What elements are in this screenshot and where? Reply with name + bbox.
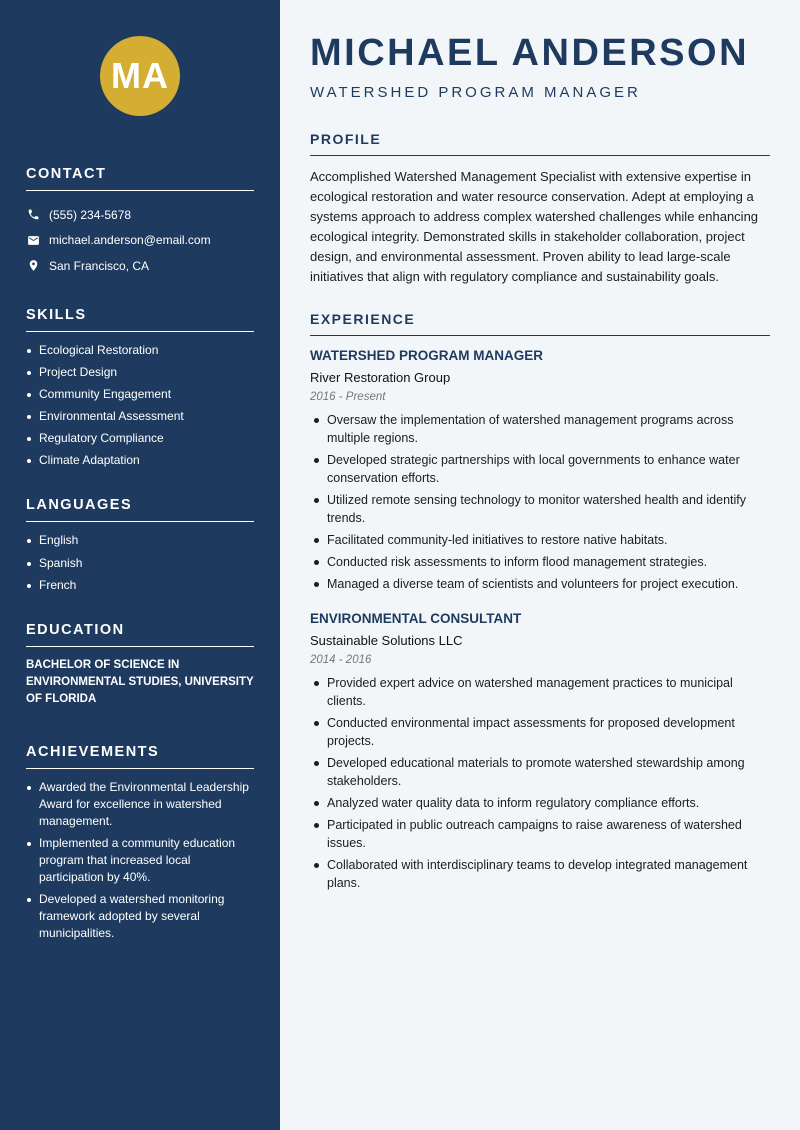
skills-list xyxy=(26,342,254,470)
skill-item: Climate Adaptation xyxy=(26,452,254,469)
languages-heading: LANGUAGES xyxy=(26,497,254,522)
duty-item: Developed strategic partnerships with local governments to enhance water conservation efforts. xyxy=(310,451,770,487)
job-company: Sustainable Solutions LLC xyxy=(310,633,463,648)
main-content xyxy=(280,0,800,1130)
skill-item: Ecological Restoration xyxy=(26,342,254,359)
education-section xyxy=(26,622,254,708)
duty-item: Provided expert advice on watershed management practices to municipal clients. xyxy=(310,674,770,710)
language-item: Spanish xyxy=(26,555,254,572)
education-heading: EDUCATION xyxy=(26,622,254,647)
job-entry xyxy=(310,611,770,892)
duty-item: Utilized remote sensing technology to monitor watershed health and identify trends. xyxy=(310,491,770,527)
achievements-list xyxy=(26,779,254,942)
languages-section xyxy=(26,497,254,593)
duty-item: Analyzed water quality data to inform regulatory compliance efforts. xyxy=(310,794,770,812)
duty-item: Participated in public outreach campaigns to raise awareness of watershed issues. xyxy=(310,816,770,852)
skills-heading: SKILLS xyxy=(26,307,254,332)
skill-item: Project Design xyxy=(26,364,254,381)
job-dates: 2016 - Present xyxy=(310,391,386,403)
contact-heading: CONTACT xyxy=(26,166,254,191)
contact-list xyxy=(26,202,254,279)
sidebar xyxy=(0,0,280,1130)
achievement-item: Implemented a community education program that increased local participation by 40%. xyxy=(26,835,254,886)
avatar-initials: MA xyxy=(111,55,169,96)
candidate-name: MICHAEL ANDERSON xyxy=(310,32,750,74)
duty-item: Managed a diverse team of scientists and volunteers for project execution. xyxy=(310,575,770,593)
phone-icon xyxy=(26,208,40,222)
location-text: San Francisco, CA xyxy=(49,258,150,273)
mail-icon xyxy=(26,233,40,247)
education-degree: BACHELOR OF SCIENCE IN ENVIRONMENTAL STUDIES, UNIVERSITY OF FLORIDA xyxy=(26,658,254,705)
achievement-item: Developed a watershed monitoring framework adopted by several municipalities. xyxy=(26,891,254,942)
skill-item: Regulatory Compliance xyxy=(26,430,254,447)
email-text: michael.anderson@email.com xyxy=(49,233,211,248)
achievements-section xyxy=(26,744,254,942)
experience-heading: EXPERIENCE xyxy=(310,311,770,336)
experience-section xyxy=(310,311,770,892)
contact-location xyxy=(26,253,254,279)
contact-email xyxy=(26,228,254,254)
achievements-heading: ACHIEVEMENTS xyxy=(26,744,254,769)
job-dates: 2014 - 2016 xyxy=(310,654,372,666)
profile-text: Accomplished Watershed Management Specialist with extensive expertise in ecological restoration and water resource conservation. Adept at employing a systems approach to address complex watershed challenges while enhancing ecological integrity. Demonstrated skills in stakeholder collaboration, project design, and environmental assessment. Proven ability to lead large-scale initiatives that align with regulatory compliance and sustainability goals. xyxy=(310,169,759,284)
skill-item: Community Engagement xyxy=(26,386,254,403)
achievement-item: Awarded the Environmental Leadership Award for excellence in watershed management. xyxy=(26,779,254,830)
job-company: River Restoration Group xyxy=(310,370,451,385)
phone-text: (555) 234-5678 xyxy=(49,207,132,222)
job-title: ENVIRONMENTAL CONSULTANT xyxy=(310,611,522,626)
languages-list xyxy=(26,532,254,593)
contact-phone xyxy=(26,202,254,228)
duty-item: Conducted risk assessments to inform flood management strategies. xyxy=(310,553,770,571)
profile-heading: PROFILE xyxy=(310,131,770,156)
candidate-role: WATERSHED PROGRAM MANAGER xyxy=(310,84,641,101)
language-item: English xyxy=(26,532,254,549)
duty-item: Oversaw the implementation of watershed management programs across multiple regions. xyxy=(310,411,770,447)
skills-section xyxy=(26,307,254,470)
avatar xyxy=(100,36,180,116)
job-duties xyxy=(310,674,770,892)
duty-item: Facilitated community-led initiatives to restore native habitats. xyxy=(310,531,770,549)
job-title: WATERSHED PROGRAM MANAGER xyxy=(310,348,544,363)
location-pin-icon xyxy=(26,259,40,273)
duty-item: Developed educational materials to promote watershed stewardship among stakeholders. xyxy=(310,754,770,790)
job-entry xyxy=(310,348,770,593)
contact-section xyxy=(26,166,254,279)
language-item: French xyxy=(26,577,254,594)
job-duties xyxy=(310,411,770,593)
duty-item: Collaborated with interdisciplinary teams to develop integrated management plans. xyxy=(310,856,770,892)
skill-item: Environmental Assessment xyxy=(26,408,254,425)
duty-item: Conducted environmental impact assessments for proposed development projects. xyxy=(310,714,770,750)
profile-section xyxy=(310,131,770,287)
